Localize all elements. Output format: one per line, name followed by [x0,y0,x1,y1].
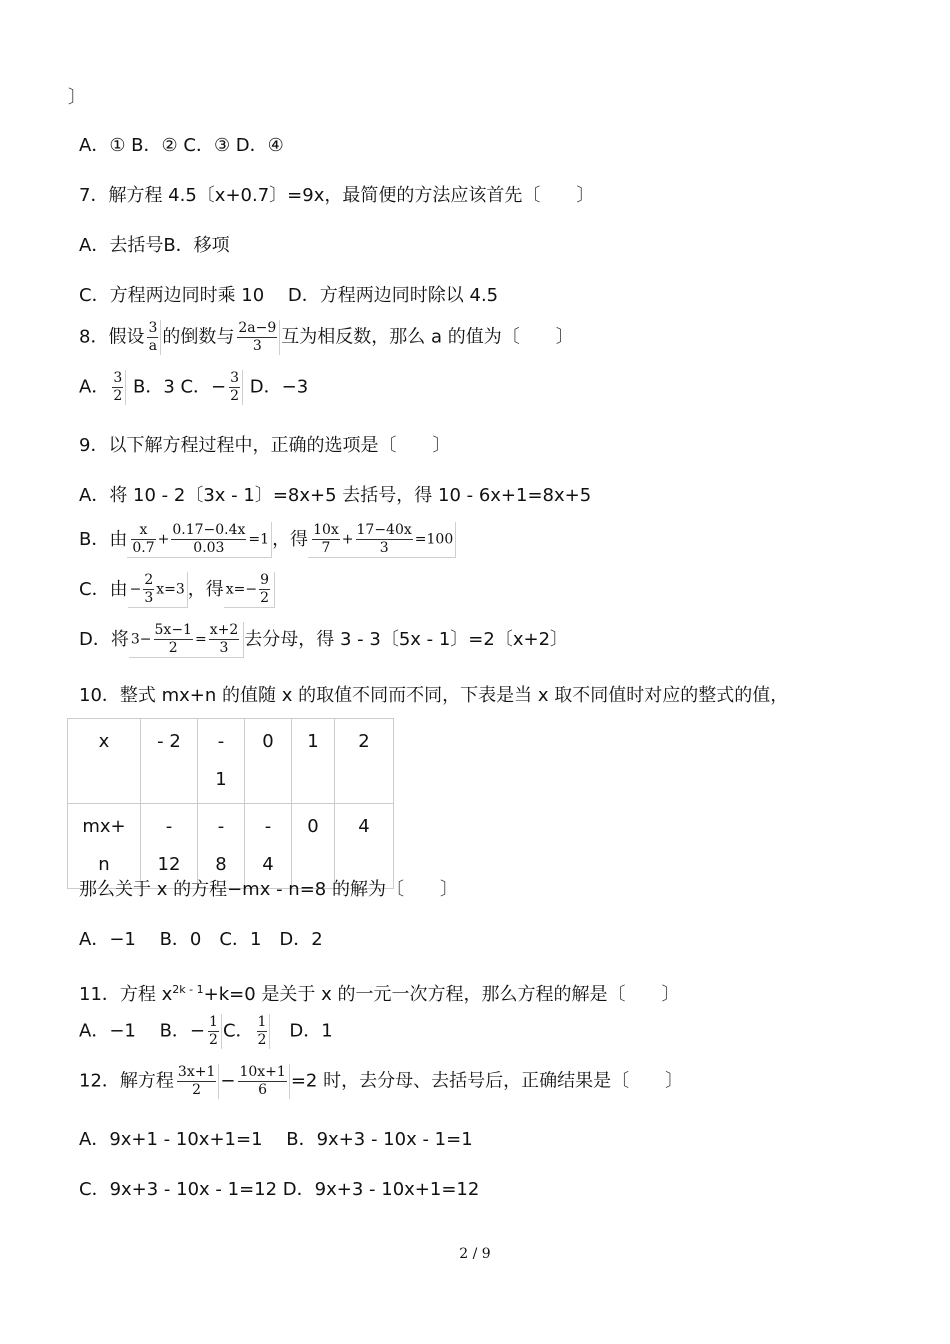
q12-fraction-2: $\frac{10x+1}{6}$ [236,1064,289,1099]
table-cell: 4 [335,804,394,889]
q12-options-ab: A．9x+1 - 10x+1=1 B．9x+3 - 10x - 1=1 [79,1129,473,1150]
q8-fraction-1: $\frac{3}{a}$ [145,320,161,355]
q10-stem: 10．整式 mx+n 的值随 x 的取值不同而不同，下表是当 x 取不同值时对应的整式的值， [79,685,789,706]
q7-options-ab: A．去括号B．移项 [79,235,230,256]
q9-option-b-equation-2: $\frac{10x}{7}$ + $\frac{17-40x}{3}$ =100 [308,522,456,558]
q11-stem: 11．方程 $x^{2k - 1}+k=0$ 是关于 x 的一元一次方程，那么方程的解是〔 〕 [79,983,680,1005]
q11-options: A．−1 B．− $\frac{1}{2}$ C． $\frac{1}{2}$ D．1 [79,1014,333,1048]
table-cell: 0 [292,804,335,889]
table-cell: - 1 [198,719,245,804]
q12-stem: 12．解方程 $\frac{3x+1}{2}$ − $\frac{10x+1}{6}$ =2 时，去分母、去括号后，正确结果是〔 〕 [79,1064,684,1098]
q8-option-a-fraction: $\frac{3}{2}$ [110,370,126,405]
q10-question: 那么关于 x 的方程−mx - n=8 的解为〔 〕 [79,879,458,900]
q10-options: A．−1 B．0 C．1 D．2 [79,929,323,950]
q8-fraction-2: $\frac{2a-9}{3}$ [235,320,280,355]
table-cell: 2 [335,719,394,804]
table-cell: mx+ n [68,804,141,889]
q7-stem: 7．解方程 4.5〔x+0.7〕=9x，最简便的方法应该首先〔 〕 [79,185,595,206]
table-cell: x [68,719,141,804]
table-cell: - 8 [198,804,245,889]
q8-pre: 8．假设 [79,326,145,348]
q9-option-d-equation: 3− $\frac{5x-1}{2}$ = $\frac{x+2}{3}$ [129,622,244,658]
q8-stem [79,320,574,355]
page-number: 2 / 9 [459,1246,491,1262]
q9-option-a: A．将 10 - 2〔3x - 1〕=8x+5 去括号，得 10 - 6x+1=8x+5 [79,485,592,506]
q8-mid: 的倒数与 [162,326,235,348]
table-row [68,719,394,804]
q7-options-cd: C．方程两边同时乘 10 D．方程两边同时除以 4.5 [79,285,499,306]
table-cell: 1 [292,719,335,804]
q8-option-c-fraction: $\frac{3}{2}$ [227,370,243,405]
bracket-fragment: 〕 [68,87,86,108]
q11-option-b-fraction: $\frac{1}{2}$ [206,1014,222,1049]
q9-option-c: C．由 − $\frac{2}{3}$ x=3 ，得 x=− $\frac{9}{2}$ [79,572,275,608]
table-cell: 0 [245,719,292,804]
q9-option-c-equation-2: x=− $\frac{9}{2}$ [224,572,275,608]
q12-fraction-1: $\frac{3x+1}{2}$ [175,1064,219,1099]
q12-options-cd: C．9x+3 - 10x - 1=12 D．9x+3 - 10x+1=12 [79,1179,480,1200]
q9-option-d: D．将 3− $\frac{5x-1}{2}$ = $\frac{x+2}{3}$ 去分母，得 3 - 3〔5x - 1〕=2〔x+2〕 [79,622,569,656]
table-cell: - 4 [245,804,292,889]
q9-option-b-equation-1: $\frac{x}{0.7}$ + $\frac{0.17-0.4x}{0.03}$ =1 [127,522,272,558]
q9-stem: 9．以下解方程过程中，正确的选项是〔 〕 [79,435,451,456]
q8-post: 互为相反数，那么 a 的值为〔 〕 [281,326,574,348]
q10-value-table [67,718,394,889]
q9-option-c-equation-1: − $\frac{2}{3}$ x=3 [128,572,188,608]
q9-option-b: B．由 $\frac{x}{0.7}$ + $\frac{0.17-0.4x}{0.03}$ =1 ，得 $\frac{10x}{7}$ + $\frac{17-40x}{3}$ =100 [79,522,456,558]
q8-options: A． $\frac{3}{2}$ B．3 C．− $\frac{3}{2}$ D．−3 [79,370,309,404]
table-row [68,804,394,889]
q6-options: A．① B．② C．③ D．④ [79,135,284,156]
q11-option-c-fraction: $\frac{1}{2}$ [255,1014,271,1049]
table-cell: - 12 [141,804,198,889]
table-cell: - 2 [141,719,198,804]
